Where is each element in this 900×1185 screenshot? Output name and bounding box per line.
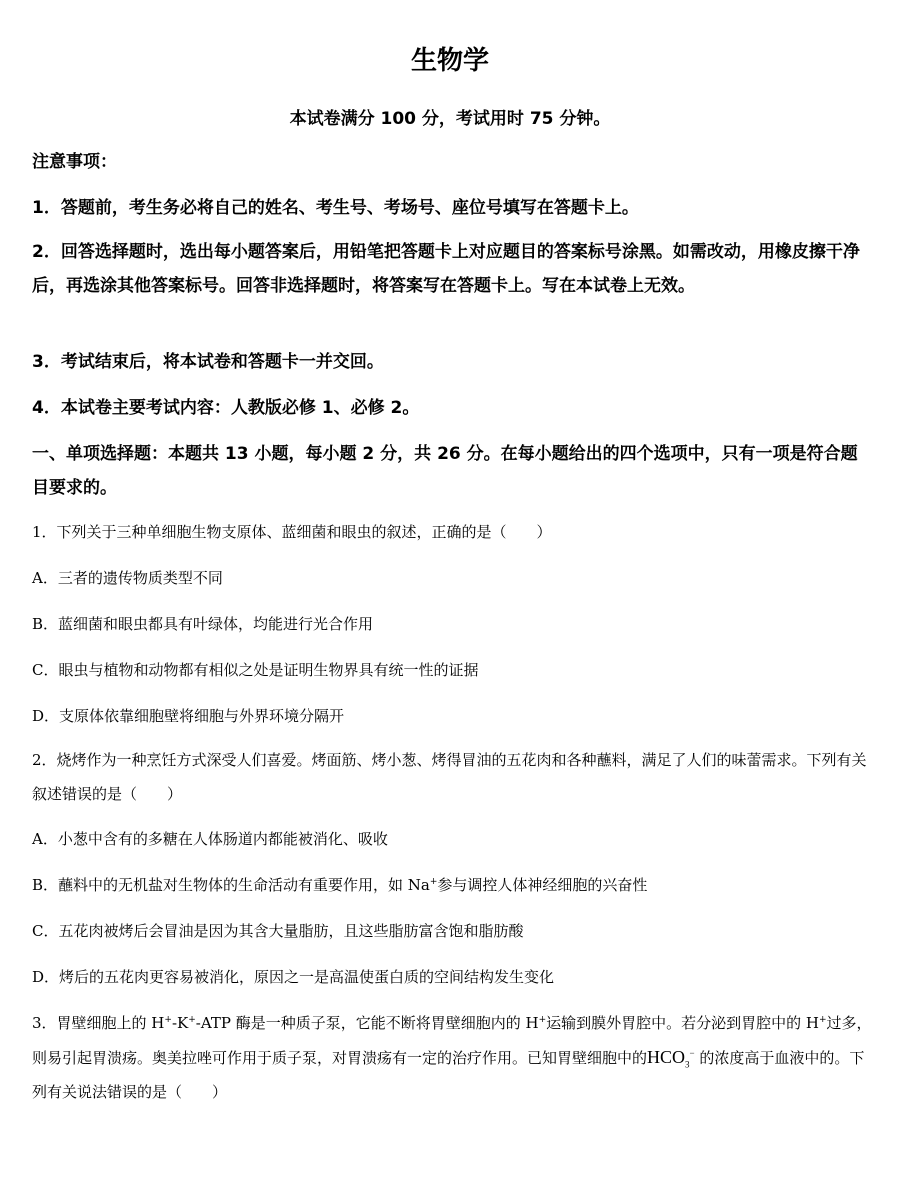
notice-item-4: 4．本试卷主要考试内容：人教版必修 1、必修 2。 — [32, 398, 420, 418]
superscript: + — [819, 1015, 827, 1025]
q3-text-5: 过多，则易引起胃溃疡。奥美拉唑可作用于质子泵，对胃溃疡有一定的治疗作用。已知胃壁细胞中的 — [32, 1014, 872, 1067]
q3-text-4: 运输到膜外胃腔中。若分泌到胃腔中的 H — [546, 1014, 819, 1032]
question-1-stem: 1．下列关于三种单细胞生物支原体、蓝细菌和眼虫的叙述，正确的是（ ） — [32, 523, 552, 541]
question-2-stem: 2．烧烤作为一种烹饪方式深受人们喜爱。烤面筋、烤小葱、烤得冒油的五花肉和各种蘸料，满足了人们的味蕾需求。下列有关叙述错误的是（ ） — [32, 751, 867, 803]
question-1-option-d: D．支原体依靠细胞壁将细胞与外界环境分隔开 — [32, 707, 345, 725]
option-b-text: B．蘸料中的无机盐对生物体的生命活动有重要作用，如 Na — [32, 876, 430, 894]
superscript: + — [164, 1015, 172, 1025]
question-1-option-a: A．三者的遗传物质类型不同 — [32, 569, 223, 587]
question-2-option-b — [32, 868, 874, 902]
question-1-option-c: C．眼虫与植物和动物都有相似之处是证明生物界具有统一性的证据 — [32, 661, 479, 679]
question-2-option-d: D．烤后的五花肉更容易被消化，原因之一是高温使蛋白质的空间结构发生变化 — [32, 968, 555, 986]
superscript: + — [429, 877, 438, 887]
q3-text-3: -ATP 酶是一种质子泵，它能不断将胃壁细胞内的 H — [195, 1014, 539, 1032]
notice-item-1: 1．答题前，考生务必将自己的姓名、考生号、考场号、座位号填写在答题卡上。 — [32, 198, 639, 218]
notice-item-3: 3．考试结束后，将本试卷和答题卡一并交回。 — [32, 352, 384, 372]
question-1-option-b: B．蓝细菌和眼虫都具有叶绿体，均能进行光合作用 — [32, 615, 374, 633]
question-2-option-c: C．五花肉被烤后会冒油是因为其含大量脂肪，且这些脂肪富含饱和脂肪酸 — [32, 922, 524, 940]
page-title: 生物学 — [410, 46, 489, 76]
notice-heading: 注意事项： — [32, 152, 117, 172]
hco3-formula — [647, 1047, 695, 1070]
subscript: 3 — [685, 1059, 690, 1070]
superscript: − — [689, 1048, 695, 1058]
question-3-stem — [32, 1006, 874, 1109]
q3-text-2: -K — [171, 1014, 189, 1032]
superscript: + — [188, 1015, 196, 1025]
q3-text-6: 的浓度高于血液中的。下列有关说法错误的是（ ） — [32, 1049, 865, 1101]
superscript: + — [538, 1015, 547, 1025]
option-b-text-rest: 参与调控人体神经细胞的兴奋性 — [437, 876, 648, 894]
section-heading: 一、单项选择题：本题共 13 小题，每小题 2 分，共 26 分。在每小题给出的四个选项中，只有一项是符合题目要求的。 — [32, 444, 858, 498]
question-2-option-a: A．小葱中含有的多糖在人体肠道内都能被消化、吸收 — [32, 830, 388, 848]
exam-info: 本试卷满分 100 分，考试用时 75 分钟。 — [289, 109, 611, 129]
formula-base: HCO — [647, 1047, 686, 1067]
notice-item-2: 2．回答选择题时，选出每小题答案后，用铅笔把答题卡上对应题目的答案标号涂黑。如需改动，用橡皮擦干净后，再选涂其他答案标号。回答非选择题时，将答案写在答题卡上。写在本试卷上无效。 — [32, 242, 860, 296]
q3-text-1: 3．胃壁细胞上的 H — [32, 1014, 165, 1032]
